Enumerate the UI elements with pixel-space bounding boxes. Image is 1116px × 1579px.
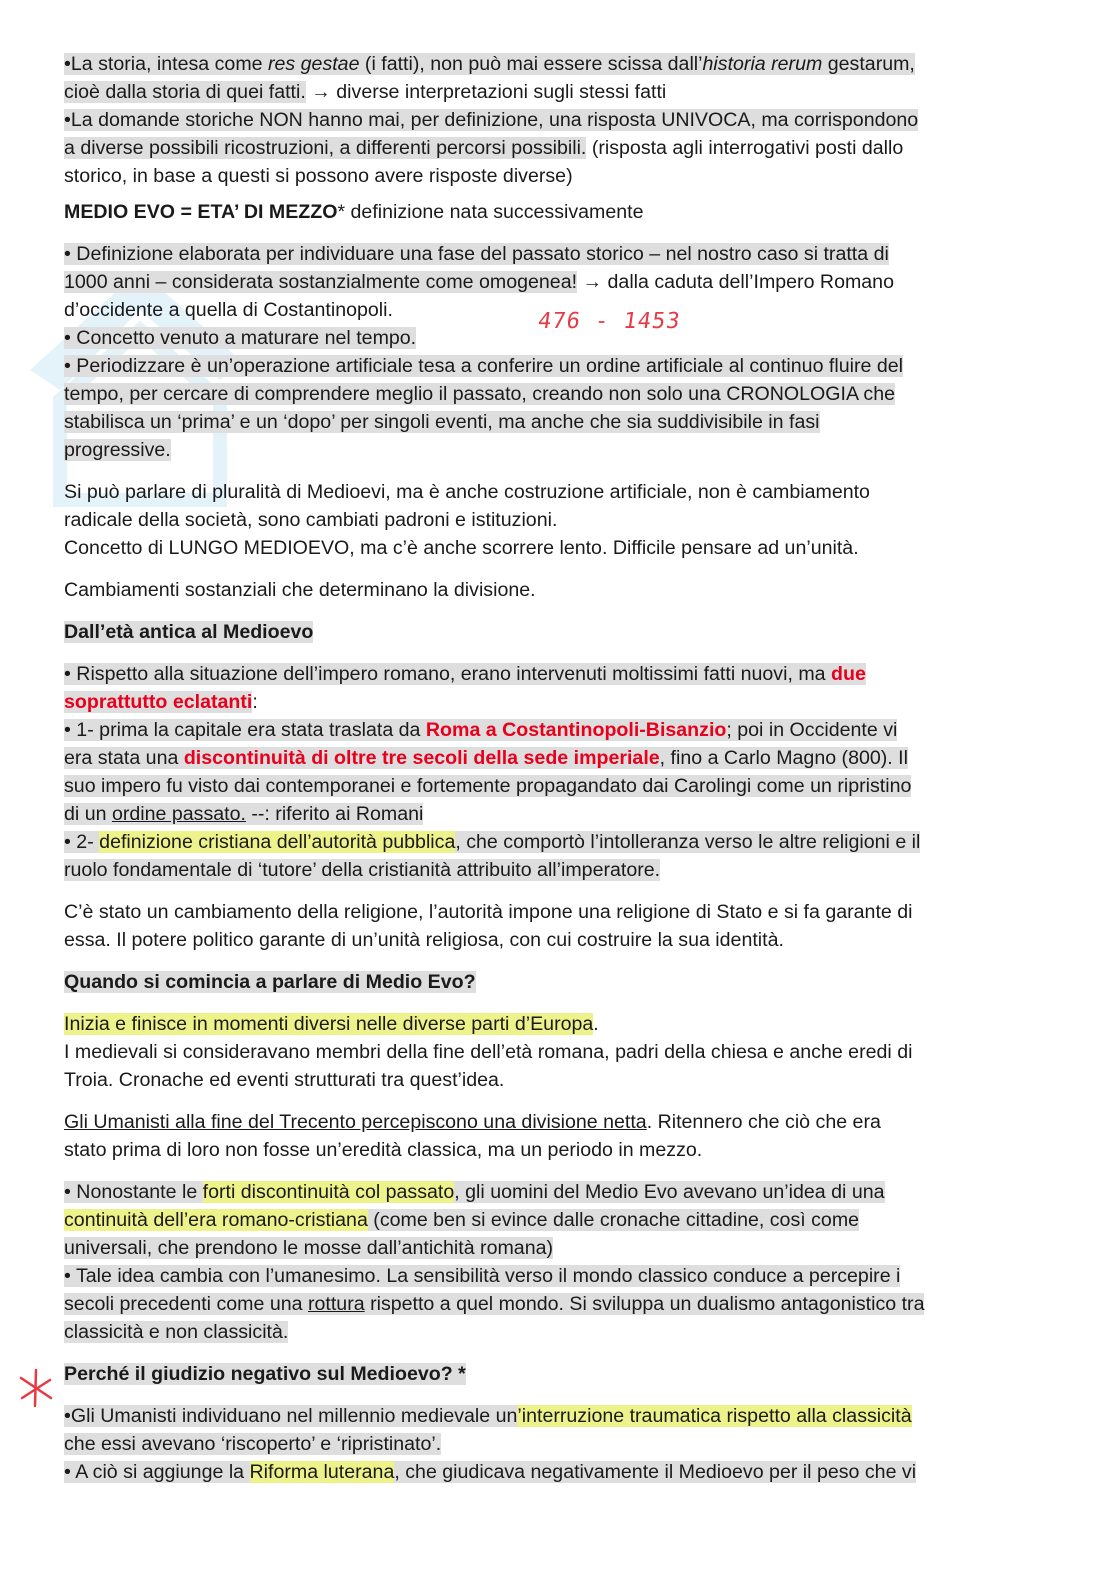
paragraph-religione: C’è stato un cambiamento della religione, l’autorità impone una religione di Stato e si fa garante di essa. Il potere politico garante di un’unità religiosa, con cui costruire la sua identità.	[64, 901, 913, 951]
paragraph-impero: • Rispetto alla situazione dell’impero romano, erano intervenuti moltissimi fatti nuovi, ma due soprattutto eclatanti: • 1- prima la capitale era stata traslata da Roma a Costantinopoli-Bisanzio; poi in Occidente vi era stata una discontinuità di oltre tre secoli della sede imperiale, fino a Carlo Magno (800). Il suo impero fu visto dai contemporanei e fortemente propagandato dai Carolingi come un ripristino di un ordine passato. --: riferito ai Romani • 2- definizione cristiana dell’autorità pubblica, che comportò l’intolleranza verso le altre religioni e il ruolo fondamentale di ‘tutore’ della cristianità attribuito all’imperatore.	[64, 663, 921, 881]
medio-evo-title: MEDIO EVO = ETA’ DI MEZZO	[64, 201, 338, 223]
handwritten-asterisk-icon	[18, 1368, 54, 1408]
paragraph-storia: •La storia, intesa come res gestae (i fatti), non può mai essere scissa dall’historia rerum gestarum, cioè dalla storia di quei fatti. → diverse interpretazioni sugli stessi fatti •La domande storiche NON hanno mai, per definizione, una risposta UNIVOCA, ma corrispondono a diverse possibili ricostruzioni, a differenti percorsi possibili. (risposta agli interrogativi posti dallo storico, in base a questi si possono avere risposte diverse)	[64, 53, 919, 187]
medio-evo-definition: MEDIO EVO = ETA’ DI MEZZO* definizione nata successivamente	[64, 201, 644, 223]
paragraph-interruzione: •Gli Umanisti individuano nel millennio medievale un’interruzione traumatica rispetto alla classicità che essi avevano ‘riscoperto’ e ‘ripristinato’. • A ciò si aggiunge la Riforma luterana, che giudicava negativamente il Medioevo per il peso che vi	[64, 1405, 917, 1483]
paragraph-definizione: • Definizione elaborata per individuare una fase del passato storico – nel nostro caso si tratta di 1000 anni – considerata sostanzialmente come omogenea! → dalla caduta dell’Impero Romano d’occidente a quella di Costantinopoli. • Concetto venuto a maturare nel tempo. • Periodizzare è un’operazione artificiale tesa a conferire un ordine artificiale al continuo fluire del tempo, per cercare di comprendere meglio il passato, creando non solo una CRONOLOGIA che stabilisca un ‘prima’ e un ‘dopo’ per singoli eventi, ma anche che sia suddivisibile in fasi progressive.	[64, 243, 903, 461]
heading-giudizio-negativo: Perché il giudizio negativo sul Medioevo? *	[64, 1363, 466, 1385]
paragraph-inizia: Inizia e finisce in momenti diversi nelle diverse parti d’Europa. I medievali si consideravano membri della fine dell’età romana, padri della chiesa e anche eredi di Troia. Cronache ed eventi strutturati tra quest’idea.	[64, 1013, 913, 1091]
handwritten-dates: 476 - 1453	[536, 309, 683, 334]
paragraph-umanisti: Gli Umanisti alla fine del Trecento percepiscono una divisione netta. Ritennero che ciò che era stato prima di loro non fosse un’eredità classica, ma un periodo in mezzo.	[64, 1111, 881, 1161]
paragraph-cambiamenti: Cambiamenti sostanziali che determinano la divisione.	[64, 579, 536, 601]
heading-eta-antica: Dall’età antica al Medioevo	[64, 621, 314, 643]
paragraph-medioevi: Si può parlare di pluralità di Medioevi, ma è anche costruzione artificiale, non è cambiamento radicale della società, sono cambiati padroni e istituzioni. Concetto di LUNGO MEDIOEVO, ma c’è anche scorrere lento. Difficile pensare ad un’unità.	[64, 481, 870, 559]
document-page	[64, 50, 1054, 1486]
heading-quando: Quando si comincia a parlare di Medio Evo?	[64, 971, 476, 993]
paragraph-continuita: • Nonostante le forti discontinuità col passato, gli uomini del Medio Evo avevano un’idea di una continuità dell’era romano-cristiana (come ben si evince dalle cronache cittadine, così come universali, che prendono le mosse dall’antichità romana) • Tale idea cambia con l’umanesimo. La sensibilità verso il mondo classico conduce a percepire i secoli precedenti come una rottura rispetto a quel mondo. Si sviluppa un dualismo antagonistico tra classicità e non classicità.	[64, 1181, 925, 1343]
